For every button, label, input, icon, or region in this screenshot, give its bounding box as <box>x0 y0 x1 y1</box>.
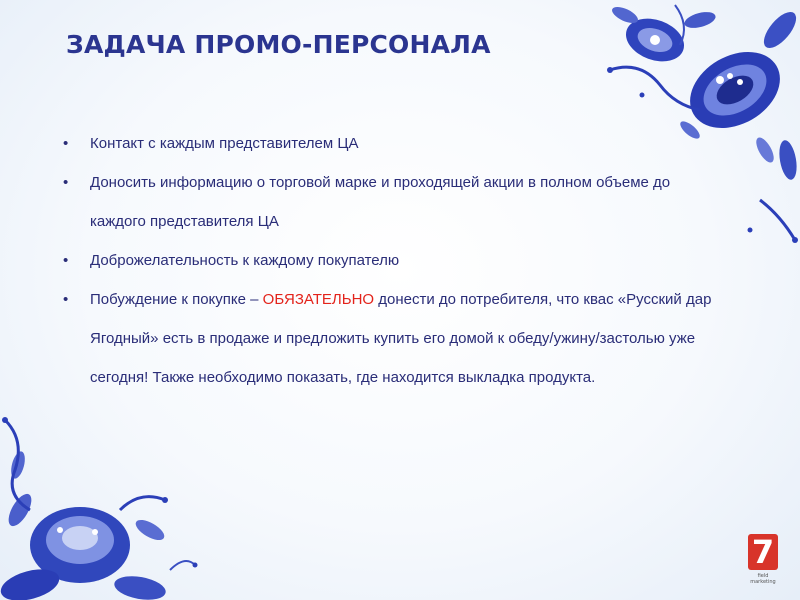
slide-title: ЗАДАЧА ПРОМО-ПЕРСОНАЛА <box>66 30 491 59</box>
bullet-text: Доносить информацию о торговой марке и проходящей акции в полном объеме до каждого представителя ЦА <box>90 174 671 230</box>
logo-caption: field marketing <box>750 573 776 585</box>
bullet-item <box>62 241 722 280</box>
bullet-dot: • <box>63 135 69 152</box>
bullet-dot: • <box>63 291 69 308</box>
bullet-dot: • <box>63 174 69 191</box>
bullet-text: Доброжелательность к каждому покупателю <box>90 252 400 269</box>
bullet-list <box>62 124 722 397</box>
bullet-dot: • <box>63 252 69 269</box>
bullet-item <box>62 124 722 163</box>
bullet-text: Контакт с каждым представителем ЦА <box>90 135 359 152</box>
logo-mark: 7 <box>748 534 778 570</box>
bullet-item <box>62 280 722 397</box>
bullet-text-rest: донести до потребителя, что квас «Русский дар Ягодный» есть в продаже и предложить купить его домой к обеду/ужину/застолью уже сегодня! Также необходимо показать, где находится выкладка продукта. <box>90 291 712 386</box>
highlight-text: ОБЯЗАТЕЛЬНО <box>262 291 375 308</box>
bullet-text-lead: Побуждение к покупке – <box>90 291 263 308</box>
company-logo <box>746 534 780 586</box>
bullet-item <box>62 163 722 241</box>
